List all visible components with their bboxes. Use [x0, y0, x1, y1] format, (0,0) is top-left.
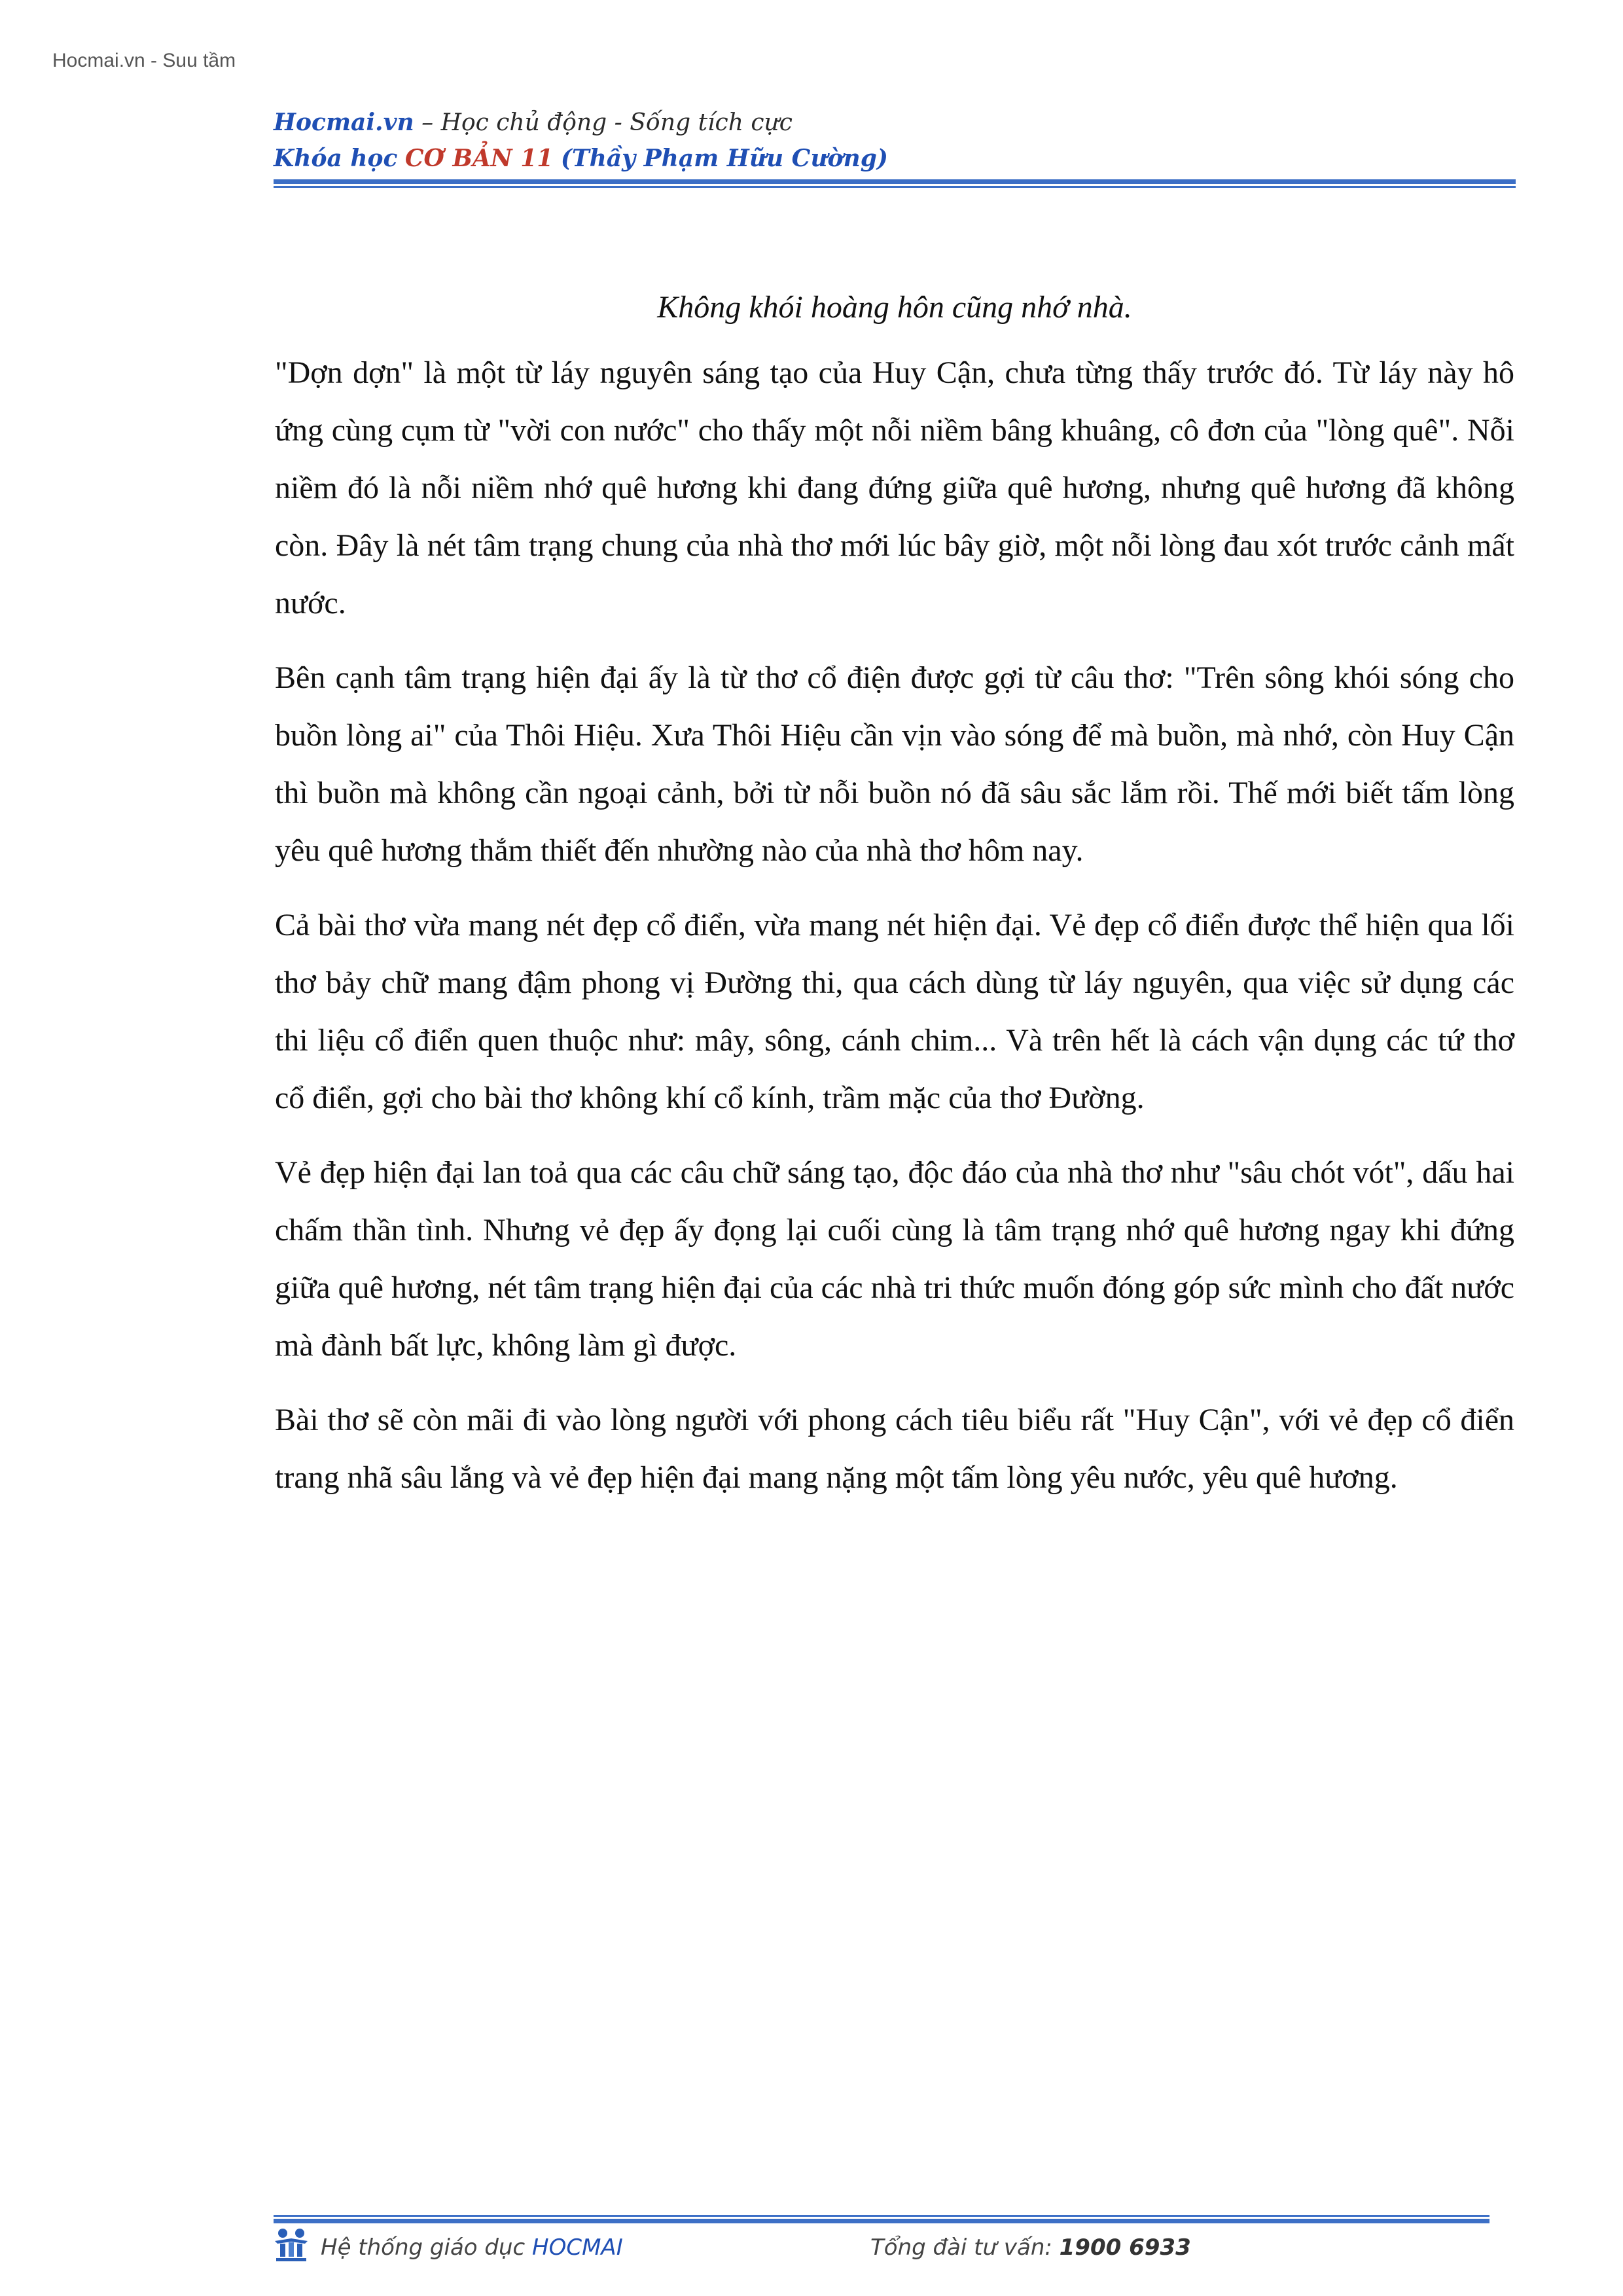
paragraph-4: Vẻ đẹp hiện đại lan toả qua các câu chữ sáng tạo, độc đáo của nhà thơ như "sâu chót vót", dấu hai chấm thần tình. Nhưng vẻ đẹp ấy đọng lại cuối cùng là tâm trạng nhớ quê hương ngay khi đứng giữa quê hương, nét tâm trạng hiện đại của các nhà tri thức muốn đóng góp sức mình cho đất nước mà đành bất lực, không làm gì được.: [275, 1155, 1514, 1363]
paragraph-3: Cả bài thơ vừa mang nét đẹp cổ điển, vừa mang nét hiện đại. Vẻ đẹp cổ điển được thể hiện qua lối thơ bảy chữ mang đậm phong vị Đường thi, qua cách dùng từ láy nguyên, qua việc sử dụng các thi liệu cổ điển quen thuộc như: mây, sông, cánh chim... Và trên hết là cách vận dụng các tứ thơ cổ điển, gợi cho bài thơ không khí cổ kính, trầm mặc của thơ Đường.: [275, 908, 1514, 1115]
course-prefix: Khóa học: [274, 145, 398, 172]
header-brand-line: [274, 105, 1516, 141]
poem-line: Không khói hoàng hôn cũng nhớ nhà.: [657, 290, 1132, 325]
footer-left-text: [321, 2234, 623, 2261]
header-brand: Hocmai.vn: [274, 109, 414, 136]
footer-system-label: Hệ thống giáo dục: [321, 2234, 526, 2261]
footer-hotline-label: Tổng đài tư vấn:: [870, 2234, 1052, 2261]
header-divider: [274, 179, 1516, 188]
paragraph-1: "Dợn dợn" là một từ láy nguyên sáng tạo của Huy Cận, chưa từng thấy trước đó. Từ láy này hô ứng cùng cụm từ "vời con nước" cho thấy một nỗi niềm bâng khuâng, cô đơn của "lòng quê". Nỗi niềm đó là nỗi niềm nhớ quê hương khi đang đứng giữa quê hương, nhưng quê hương đã không còn. Đây là nét tâm trạng chung của nhà thơ mới lúc bây giờ, một nỗi lòng đau xót trước cảnh mất nước.: [275, 355, 1514, 620]
paragraph-2: Bên cạnh tâm trạng hiện đại ấy là từ thơ cổ điện được gợi từ câu thơ: "Trên sông khói sóng cho buồn lòng ai" của Thôi Hiệu. Xưa Thôi Hiệu cần vịn vào sóng để mà buồn, mà nhớ, còn Huy Cận thì buồn mà không cần ngoại cảnh, bởi từ nỗi buồn nó đã sâu sắc lắm rồi. Thế mới biết tấm lòng yêu quê hương thắm thiết đến nhường nào của nhà thơ hôm nay.: [275, 660, 1514, 868]
header-course-line: [274, 141, 1516, 177]
course-name: CƠ BẢN 11: [404, 145, 554, 172]
footer-divider: [274, 2215, 1489, 2223]
document-body: [275, 288, 1514, 1524]
paragraph-5: Bài thơ sẽ còn mãi đi vào lòng người với phong cách tiêu biểu rất "Huy Cận", với vẻ đẹp cổ điển trang nhã sâu lắng và vẻ đẹp hiện đại mang nặng một tấm lòng yêu nước, yêu quê hương.: [275, 1403, 1514, 1495]
watermark: Hocmai.vn - Suu tầm: [52, 50, 236, 71]
page-header: [274, 105, 1516, 177]
footer-right-text: [870, 2234, 1191, 2261]
footer-hotline-number: 1900 6933: [1059, 2234, 1191, 2261]
footer-brand: HOCMAI: [532, 2234, 623, 2261]
hocmai-logo-icon: [271, 2224, 312, 2265]
header-slogan: – Học chủ động - Sống tích cực: [421, 109, 793, 136]
course-teacher: (Thầy Phạm Hữu Cường): [560, 145, 888, 172]
